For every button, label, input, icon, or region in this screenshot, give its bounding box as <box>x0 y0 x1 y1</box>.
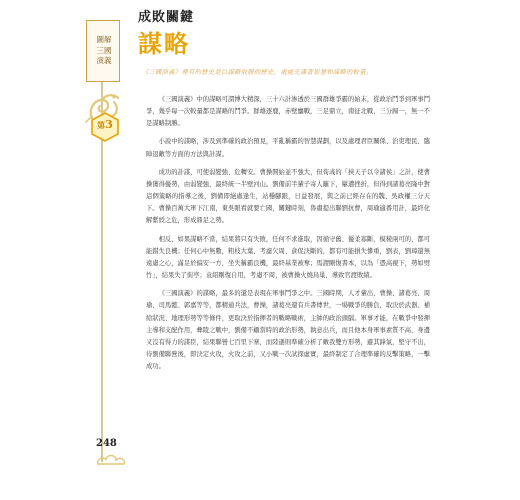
page-number: 248 <box>96 438 117 449</box>
page-subtitle: 《三國演義》裡有的歷史是以謀略取勝的歷史，處處充滿著智慧和謀略的較量。 <box>142 69 373 76</box>
section-label: 成敗關鍵 <box>138 10 195 25</box>
body-text <box>146 94 430 373</box>
sidebar-band <box>84 10 120 460</box>
chapter-number: 第3 <box>97 118 113 131</box>
paragraph: 《三國演義》的謀略，最多的還是表現在軍事鬥爭之中。三國時期，人才輩出，曹操、諸葛亮、周瑜、司馬懿、郭嘉等等，都精通兵法，曹操，諸葛亮還有兵書傳世，一場戰爭的勝負，取決於武器、補給狀況、地理形勢等等條件，更取決於指揮者的戰略戰術，主帥的政治頭腦。軍事才能，在戰爭中發揮主導和支配作用，彝陵之戰中，劉備不顧當時的政治形勢，執意出兵，而且他本身軍事素質不高，身邊又沒有得力的謀臣，結果聯營七百里下寨，而陸遜則準確分析了敵我雙方形勢，避其鋒氣，堅守不出，待劉備聯營後，即決定火攻，火攻之前，又小戰一次試探虛實，最終制定了合理準確的反擊策略，一擊成功。 <box>146 290 430 371</box>
cloud-ornament-icon <box>94 448 128 470</box>
sidebar-vertical-title: 圖解三國演義 <box>96 35 112 65</box>
paragraph: 成功的計謀，可使弱變強、危轉安。曹操開始並不強大，但荀彧的「挾天子以令諸侯」之計，使曹操獲得優勢，由弱變強，最終統一半壁河山。劉備前半輩子寄人籬下，屢遭挫折，但得到諸葛亮隆中對這個策略的指導之後，劉備即絕處逢生，站穩腳跟，日益發展，與之前已經存在的魏、吳政權三分天下。曹操百萬大軍下江南，東吳眼看就要亡國，關鍵時刻，魯肅提出聯劉抗曹，周瑜適番用計，最終化解紫綬之危，形成鼎足之勢。 <box>146 168 430 225</box>
page-title: 謀略 <box>138 30 190 58</box>
chapter-badge <box>90 112 120 142</box>
paragraph: 相反，如果謀略不當，結果將只有失敗，任何不求進取，因循守舊、優柔寡斷，模稜兩可的，都可能錯失良機；任何心中無數，粗枝大葉、考慮欠周、貪促決斷的，都有可能損失慘重，劉表，劉璋還無遠慮之心，滿足於偏安一方，坐失稱霸良機，最終基業被奪；馬謖剛愎書本，以為「憑高視下，勢如劈竹」，結果失了街亭；袁紹剛復自用，考慮不周，被曹操火燒烏巢，導致官渡敗績。 <box>146 235 430 280</box>
paragraph: 小說中的謀略，涉及到準確的政治預見，平亂稱霸的智慧謀劃，以及處理君臣關係、治吏理民、臨陣退敵等方面的方法與計謀。 <box>146 138 430 158</box>
paragraph: 《三國演義》中的謀略可謂博大精深，三十六計渗透於三國群雄爭霸的始末，從政治鬥爭到軍事鬥爭，幾乎每一次較量都是謀略的鬥爭。群雄逐鹿，赤壁鏖戰，三足鼎立，南征北戰，三分歸一，無一不是謀略制勝。 <box>146 96 430 128</box>
sidebar-title-box <box>86 20 120 82</box>
